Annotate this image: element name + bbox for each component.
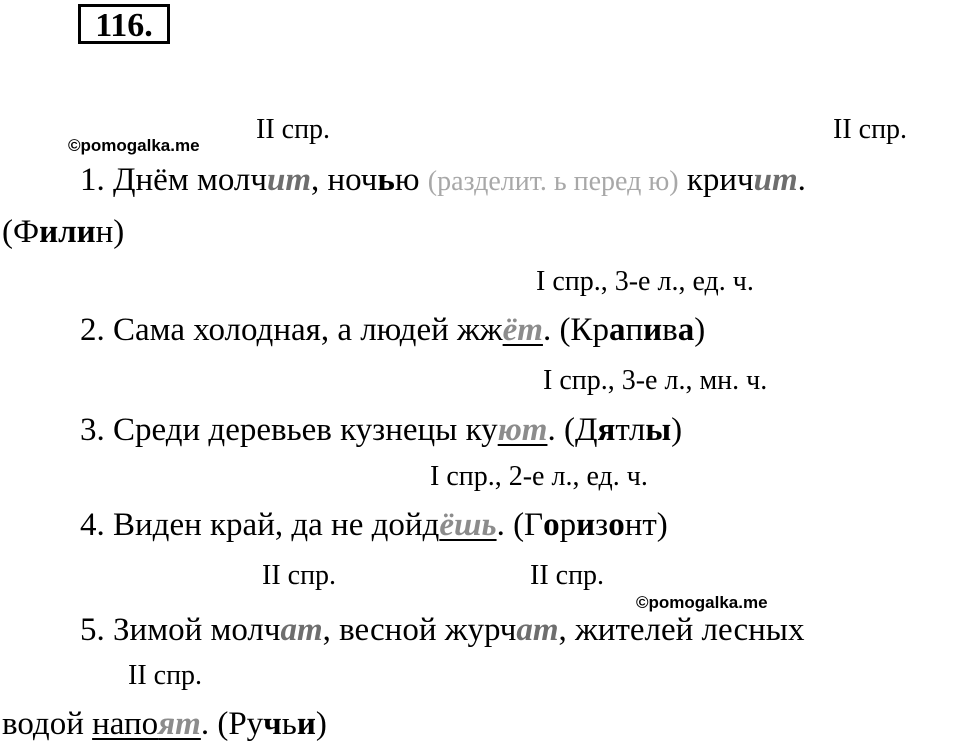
watermark: ©pomogalka.me [68,136,200,155]
verb-ending: ат [516,612,559,648]
verb-ending: ят [158,706,201,742]
sentence-2: 2. Сама холодная, а людей жжёт. (Крапива) [80,312,706,348]
verb-ending: ют [497,412,548,448]
conjugation-note: II спр. [256,114,331,145]
conjugation-note: I спр., 3-е л., ед. ч. [536,266,754,297]
sentence-5: 5. Зимой молчат, весной журчат, жителей лесных [80,612,805,648]
sentence-1: 1. Днём молчит, ночью (разделит. ь перед ю) кричит. [80,162,806,198]
conjugation-note: I спр., 3-е л., мн. ч. [543,365,768,396]
verb-ending: ёт [502,312,543,348]
sentence-5-continued: водой напоят. (Ручьи) [2,706,327,742]
watermark: ©pomogalka.me [636,593,768,612]
conjugation-note: II спр. [833,114,908,145]
task-number: 116. [78,4,170,44]
answer-1: (Филин) [2,214,125,250]
highlighted-letter: ь [377,162,395,198]
verb-ending: ёшь [439,507,497,543]
verb-ending: ит [753,162,798,198]
conjugation-note: II спр. [530,560,605,591]
verb-ending: ит [266,162,311,198]
sentence-4: 4. Виден край, да не дойдёшь. (Горизонт) [80,507,668,543]
conjugation-note: II спр. [262,560,337,591]
grammar-comment: (разделит. ь перед ю) [427,166,679,197]
verb-ending: ат [280,612,323,648]
sentence-3: 3. Среди деревьев кузнецы куют. (Дятлы) [80,412,683,448]
conjugation-note: II спр. [128,660,203,691]
conjugation-note: I спр., 2-е л., ед. ч. [430,461,648,492]
